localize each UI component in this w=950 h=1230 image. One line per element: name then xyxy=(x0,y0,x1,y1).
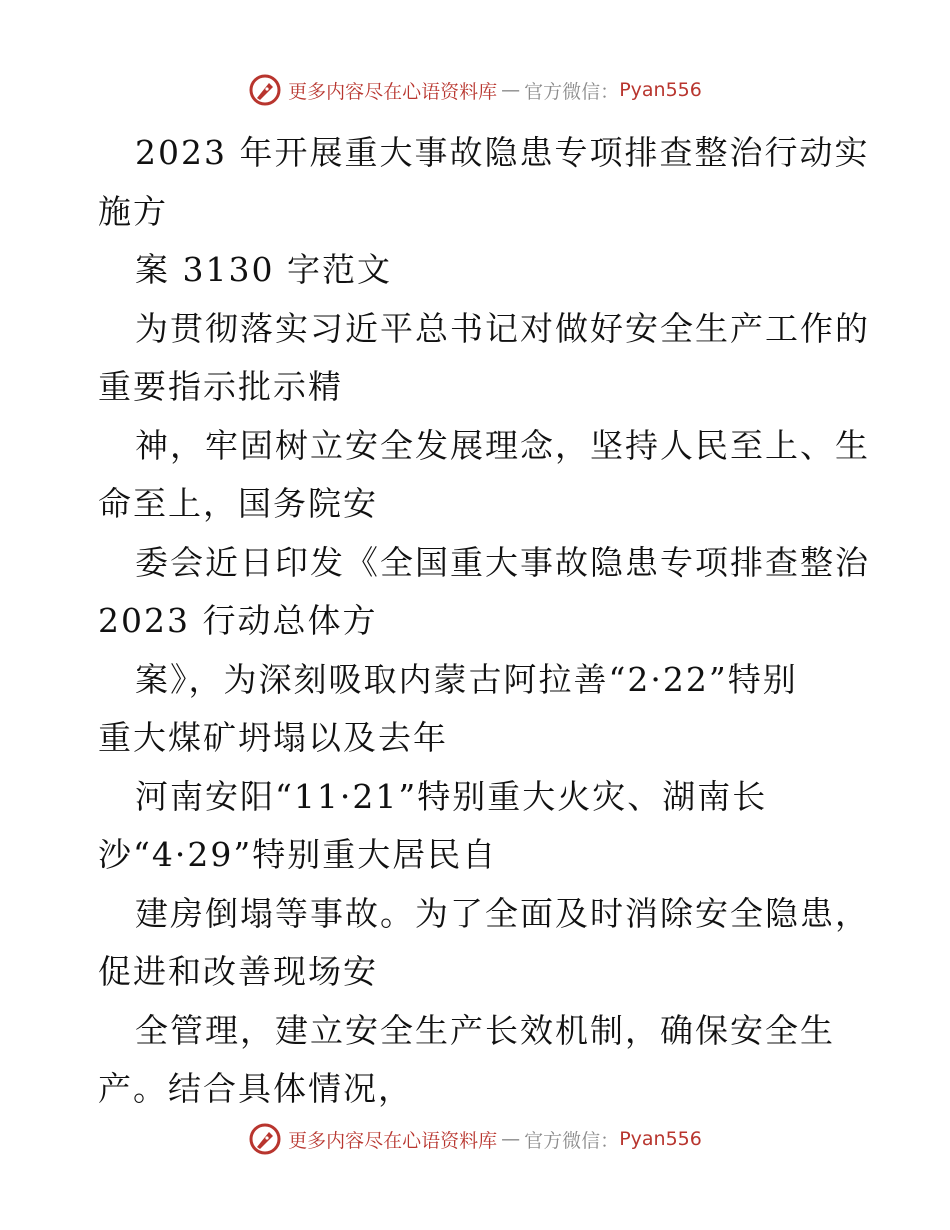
banner-separator: — xyxy=(501,1128,521,1150)
banner-text: 更多内容尽在心语资料库 xyxy=(288,80,498,103)
header-watermark-banner xyxy=(0,70,950,110)
text-line: 案》，为深刻吸取内蒙古阿拉善“2·22”特别 xyxy=(135,659,798,699)
text-line: 重大煤矿坍塌以及去年 xyxy=(98,718,448,757)
text-line: 产。结合具体情况， xyxy=(98,1069,413,1108)
text-line: 全管理，建立安全生产长效机制，确保安全生 xyxy=(135,1010,835,1050)
pen-nib-logo-icon xyxy=(248,73,282,107)
text-line: 2023 行动总体方 xyxy=(98,601,378,640)
text-line: 为贯彻落实习近平总书记对做好安全生产工作的 xyxy=(135,308,870,348)
text-line: 2023 年开展重大事故隐患专项排查整治行动实 xyxy=(135,133,870,172)
text-line: 建房倒塌等事故。为了全面及时消除安全隐患， xyxy=(135,893,870,933)
banner-separator: — xyxy=(501,79,521,101)
text-line: 案 3130 字范文 xyxy=(135,250,392,289)
text-line: 河南安阳“11·21”特别重大火灾、湖南长 xyxy=(135,776,768,816)
banner-wechat-label: 官方微信： xyxy=(524,80,620,103)
text-line: 沙“4·29”特别重大居民自 xyxy=(98,835,498,874)
document-body xyxy=(98,124,870,1119)
text-line: 促进和改善现场安 xyxy=(98,952,378,991)
banner-wechat-id: Pyan556 xyxy=(619,1128,702,1150)
text-line: 命至上，国务院安 xyxy=(98,484,378,523)
text-line: 委会近日印发《全国重大事故隐患专项排查整治 xyxy=(135,542,870,582)
banner-wechat-label: 官方微信： xyxy=(524,1129,620,1152)
pen-nib-logo-icon xyxy=(248,1122,282,1156)
footer-watermark-banner xyxy=(0,1119,950,1159)
text-line: 施方 xyxy=(98,191,168,231)
banner-text: 更多内容尽在心语资料库 xyxy=(288,1129,498,1152)
text-line: 神，牢固树立安全发展理念，坚持人民至上、生 xyxy=(135,425,870,465)
text-line: 重要指示批示精 xyxy=(98,367,343,406)
banner-wechat-id: Pyan556 xyxy=(619,79,702,101)
